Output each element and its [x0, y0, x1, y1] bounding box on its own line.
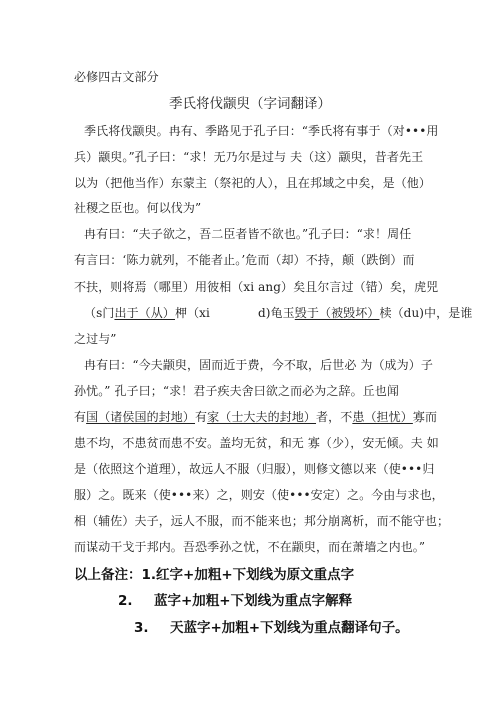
- section-header: 必修四古文部分: [74, 70, 159, 84]
- text-line-6: 有言曰：‘陈力就列，不能者止。’危而（却）不持，颠（跌倒）而: [74, 253, 415, 267]
- note-number: 3.: [134, 620, 149, 636]
- text-line-4: 社稷之臣也。何以伐为”: [74, 201, 202, 215]
- text-line-17: 而谋动干戈于邦内。吾恐季孙之忧，不在颛臾，而在萧墙之内也。”: [74, 540, 426, 554]
- note-text: 天蓝字+加粗+下划线为重点翻译句子。: [170, 620, 409, 636]
- underlined-text: 患（担忧）: [352, 410, 413, 424]
- text-segment: （s门: [84, 306, 115, 320]
- text-line-16: 相（辅佐）夫子，远人不服，而不能来也；邦分崩离析，而不能守也；: [74, 514, 450, 528]
- text-line-2: 兵）颛臾。”孔子曰：“求！无乃尔是过与 夫（这）颛臾，昔者先王: [74, 150, 424, 164]
- text-line-13: 患不均，不患贫而患不安。盖均无贫，和无 寡（少），安无倾。夫 如: [74, 436, 439, 450]
- text-line-11: 孙忧。” 孔子曰；“求！君子疾夫舍曰欲之而必为之辞。丘也闻: [74, 384, 399, 398]
- underlined-text: 家（士大夫的封地）: [207, 410, 317, 424]
- note-2: [118, 593, 352, 610]
- text-segment: 椟（du)中，是谁: [379, 306, 473, 320]
- text-line-15: 服）之。既来（使•••来）之，则安（使•••安定）之。今由与求也，: [74, 488, 444, 502]
- text-segment: 有: [195, 410, 208, 424]
- text-segment: 者，不: [316, 410, 353, 424]
- text-line-7: 不扶，则将焉（哪里）用彼相（xi ang）矣且尔言过（错）矣，虎兕: [74, 280, 439, 294]
- text-line-10: 冉有曰：“今夫颛臾，固而近于费，今不取，后世必 为（成为）子: [84, 358, 433, 372]
- text-line-14: 是（依照这个道理），故远人不服（归服），则修文德以来（使•••归: [74, 462, 435, 476]
- note-1: 以上备注：1.红字+加粗+下划线为原文重点字: [74, 567, 355, 583]
- text-line-12: [74, 410, 438, 425]
- text-line-5: 冉有曰：“夫子欲之，吾二臣者皆不欲也。”孔子曰：“求！周任: [84, 227, 412, 241]
- underlined-text: 毁于（被毁坏）: [294, 306, 380, 320]
- text-line-9: 之过与”: [74, 332, 117, 346]
- underlined-text: 出于（从）: [114, 306, 175, 320]
- text-segment: d)龟玉: [258, 306, 295, 320]
- text-segment: 寡而: [412, 410, 438, 424]
- note-number: 2.: [118, 593, 133, 609]
- note-3: [134, 620, 409, 637]
- page-title: 季氏将伐颛臾（字词翻译）: [169, 96, 331, 112]
- text-segment: 有: [74, 410, 87, 424]
- text-line-8: [84, 306, 473, 321]
- text-segment: 柙（xi: [174, 306, 210, 320]
- underlined-text: 国（诸侯国的封地）: [86, 410, 196, 424]
- text-line-1: 季氏将伐颛臾。冉有、季路见于孔子曰：“季氏将有事于（对•••用: [84, 124, 439, 138]
- text-line-3: 以为（把他当作）东蒙主（祭祀的人），且在邦域之中矣，是（他）: [74, 176, 432, 190]
- note-text: 蓝字+加粗+下划线为重点字解释: [154, 593, 353, 609]
